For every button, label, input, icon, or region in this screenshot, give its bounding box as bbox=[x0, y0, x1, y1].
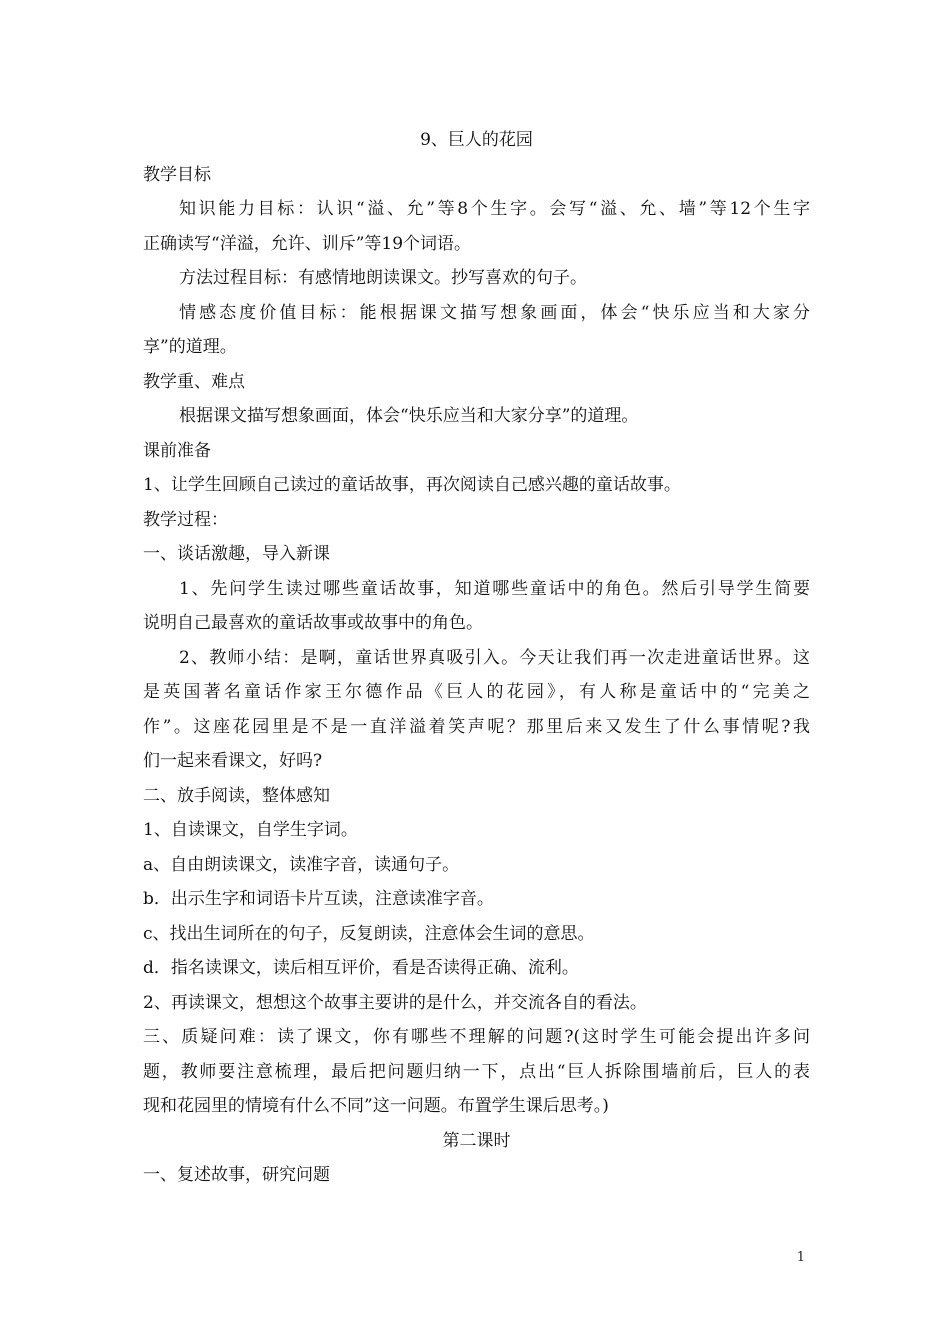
text-line: 教学重、难点 bbox=[143, 371, 245, 392]
text-line: 课前准备 bbox=[143, 440, 211, 461]
text-line: 知识能力目标：认识“溢、允”等8个生字。会写“溢、允、墙”等12个生字 bbox=[179, 199, 810, 219]
text-line: 教学过程： bbox=[143, 509, 228, 530]
text-line: 二、放手阅读，整体感知 bbox=[143, 785, 330, 806]
text-line: 1、自读课文，自学生字词。 bbox=[143, 820, 358, 840]
text-line: 教学目标 bbox=[143, 164, 211, 185]
text-line: c、找出生词所在的句子，反复朗读，注意体会生词的意思。 bbox=[143, 923, 595, 944]
text-line: d．指名读课文，读后相互评价，看是否读得正确、流利。 bbox=[143, 958, 579, 978]
text-line: a、自由朗读课文，读准字音，读通句子。 bbox=[143, 854, 460, 875]
text-line: 说明自己最喜欢的童话故事或故事中的角色。 bbox=[143, 613, 483, 633]
page-number: 1 bbox=[796, 1250, 805, 1265]
text-line: 2、教师小结：是啊，童话世界真吸引入。今天让我们再一次走进童话世界。这 bbox=[179, 647, 810, 668]
text-line: 一、复述故事，研究问题 bbox=[143, 1165, 330, 1185]
text-line: 题，教师要注意梳理，最后把问题归纳一下，点出“巨人拆除围墙前后，巨人的表 bbox=[143, 1061, 810, 1082]
text-line: 2、再读课文，想想这个故事主要讲的是什么，并交流各自的看法。 bbox=[143, 992, 647, 1013]
text-line: 一、谈话激趣，导入新课 bbox=[143, 544, 330, 564]
text-line: 作”。这座花园里是不是一直洋溢着笑声呢？那里后来又发生了什么事情呢?我 bbox=[143, 716, 810, 737]
heading-line: 9、巨人的花园 bbox=[420, 130, 533, 150]
text-line: 根据课文描写想象画面，体会“快乐应当和大家分享”的道理。 bbox=[179, 406, 639, 426]
text-line: 是英国著名童话作家王尔德作品《巨人的花园》，有人称是童话中的“完美之 bbox=[143, 682, 810, 702]
text-line: 1、让学生回顾自己读过的童话故事，再次阅读自己感兴趣的童话故事。 bbox=[143, 475, 681, 495]
heading-line: 第二课时 bbox=[442, 1130, 511, 1151]
text-line: b．出示生字和词语卡片互读，注意读准字音。 bbox=[143, 889, 494, 909]
text-line: 三、质疑问难：读了课文，你有哪些不理解的问题?(这时学生可能会提出许多问 bbox=[143, 1027, 810, 1047]
document-body bbox=[143, 123, 810, 1193]
text-line: 情感态度价值目标：能根据课文描写想象画面，体会“快乐应当和大家分 bbox=[179, 302, 810, 323]
text-line: 享”的道理。 bbox=[143, 337, 237, 357]
text-line: 现和花园里的情境有什么不同”这一问题。布置学生课后思考。) bbox=[143, 1096, 609, 1116]
text-line: 1、先问学生读过哪些童话故事，知道哪些童话中的角色。然后引导学生简要 bbox=[179, 578, 810, 599]
text-line: 正确读写“洋溢，允许、训斥”等19个词语。 bbox=[143, 233, 472, 254]
text-line: 方法过程目标：有感情地朗读课文。抄写喜欢的句子。 bbox=[179, 268, 587, 288]
text-line: 们一起来看课文，好吗? bbox=[143, 751, 323, 771]
